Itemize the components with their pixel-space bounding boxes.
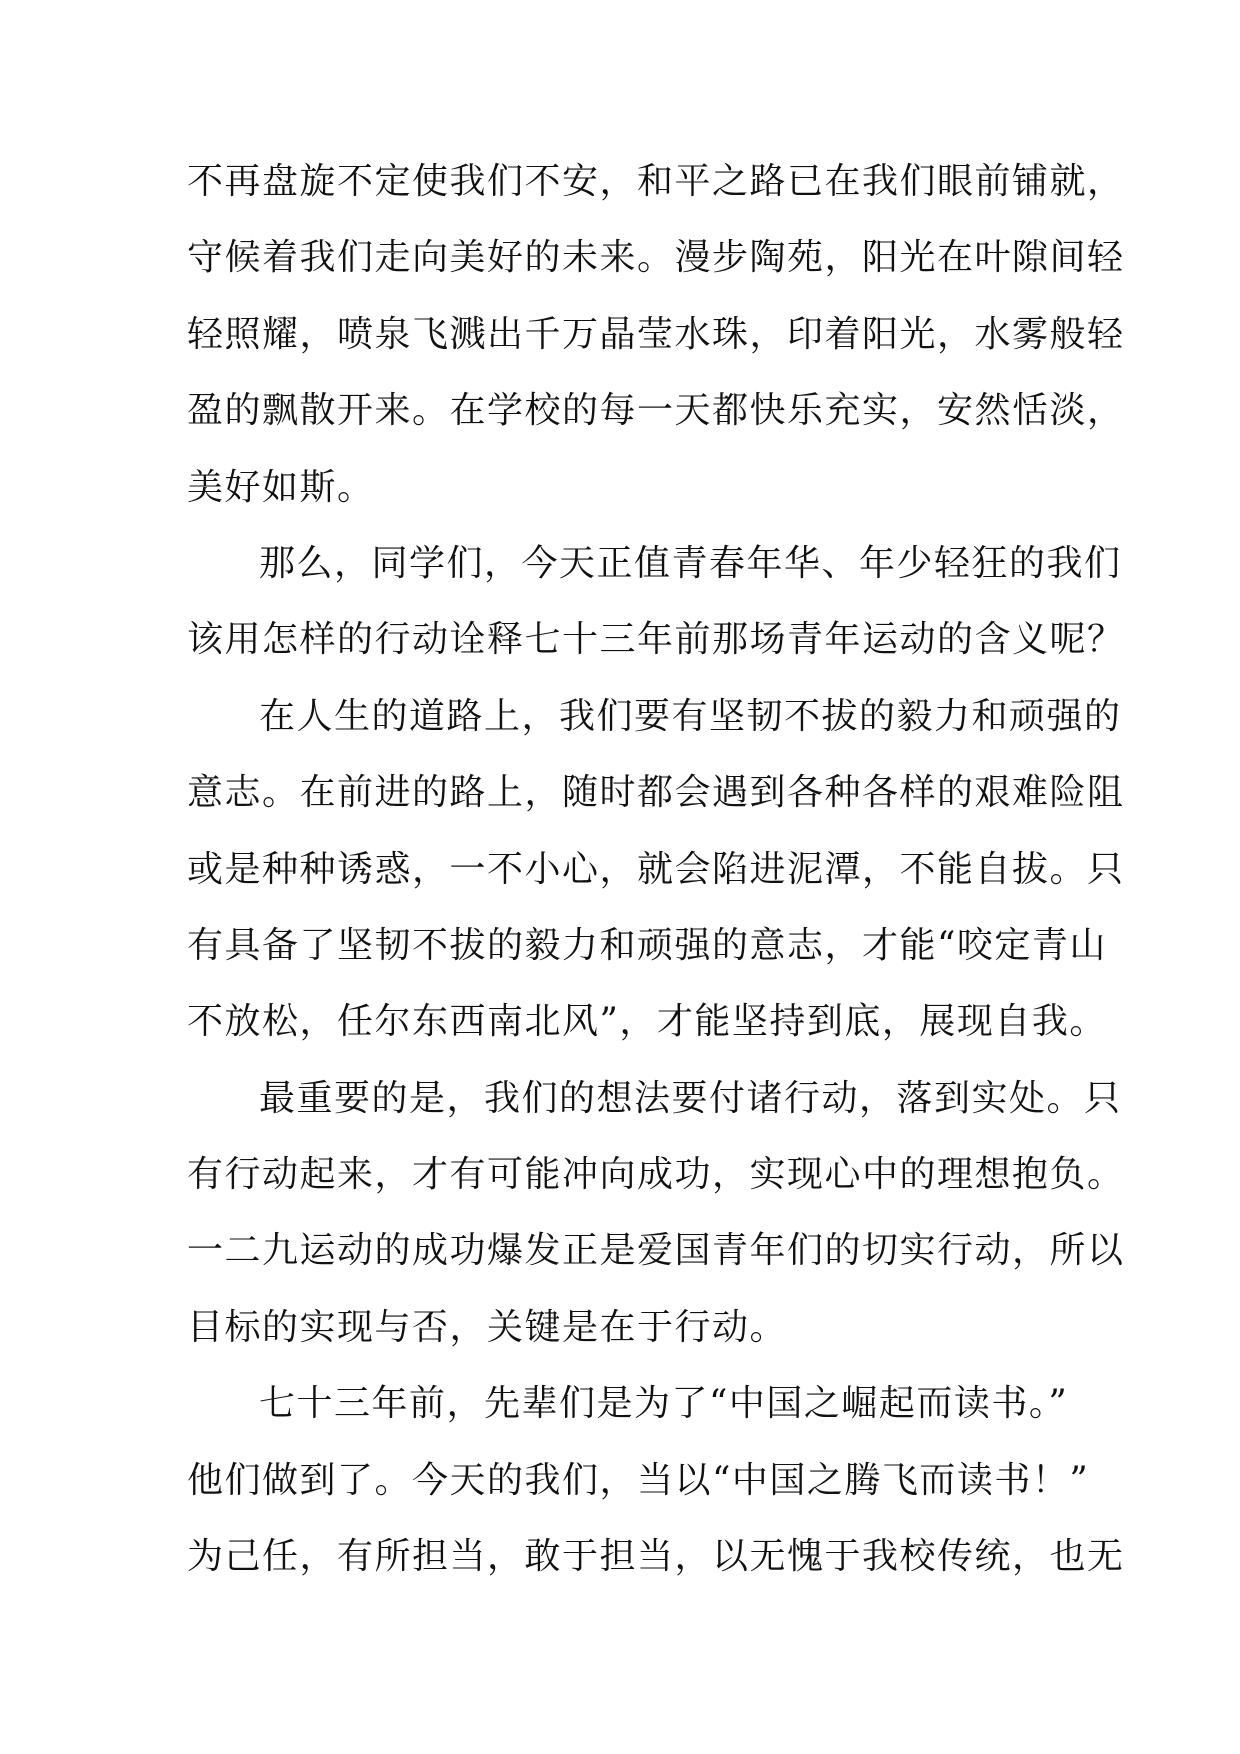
- body-text: [187, 144, 1125, 1595]
- paragraph-start-line: 最重要的是，我们的想法要付诸行动，落到实处。只: [259, 1077, 1122, 1119]
- paragraph-start-line: 那么，同学们，今天正值青春年华、年少轻狂的我们: [259, 542, 1122, 584]
- text-line: 目标的实现与否，关键是在于行动。: [187, 1306, 788, 1348]
- paragraph-start-line: 在人生的道路上，我们要有坚韧不拔的毅力和顽强的: [259, 695, 1122, 737]
- text-line: 轻照耀，喷泉飞溅出千万晶莹水珠，印着阳光，水雾般轻: [187, 313, 1125, 355]
- text-line: 守候着我们走向美好的未来。漫步陶苑，阳光在叶隙间轻: [187, 237, 1125, 279]
- text-line: 有具备了坚韧不拔的毅力和顽强的意志，才能“咬定青山: [187, 924, 1107, 966]
- paragraph-start-line: 七十三年前，先辈们是为了“中国之崛起而读书。”: [259, 1383, 1069, 1425]
- text-line: 或是种种诱惑，一不小心，就会陷进泥潭，不能自拔。只: [187, 848, 1125, 890]
- text-line: 有行动起来，才有可能冲向成功，实现心中的理想抱负。: [187, 1154, 1125, 1196]
- text-line: 不再盘旋不定使我们不安，和平之路已在我们眼前铺就，: [187, 161, 1125, 202]
- text-line: 盈的飘散开来。在学校的每一天都快乐充实，安然恬淡，: [187, 390, 1125, 432]
- text-line: 该用怎样的行动诠释七十三年前那场青年运动的含义呢？: [187, 619, 1125, 661]
- text-line: 一二九运动的成功爆发正是爱国青年们的切实行动，所以: [187, 1230, 1125, 1272]
- text-line: 美好如斯。: [187, 466, 375, 508]
- text-line: 为己任，有所担当，敢于担当，以无愧于我校传统，也无: [187, 1536, 1125, 1578]
- text-line: 他们做到了。今天的我们，当以“中国之腾飞而读书！”: [187, 1459, 1090, 1501]
- text-line: 意志。在前进的路上，随时都会遇到各种各样的艰难险阻: [187, 772, 1125, 814]
- text-line: 不放松，任尔东西南北风”，才能坚持到底，展现自我。: [187, 1001, 1107, 1043]
